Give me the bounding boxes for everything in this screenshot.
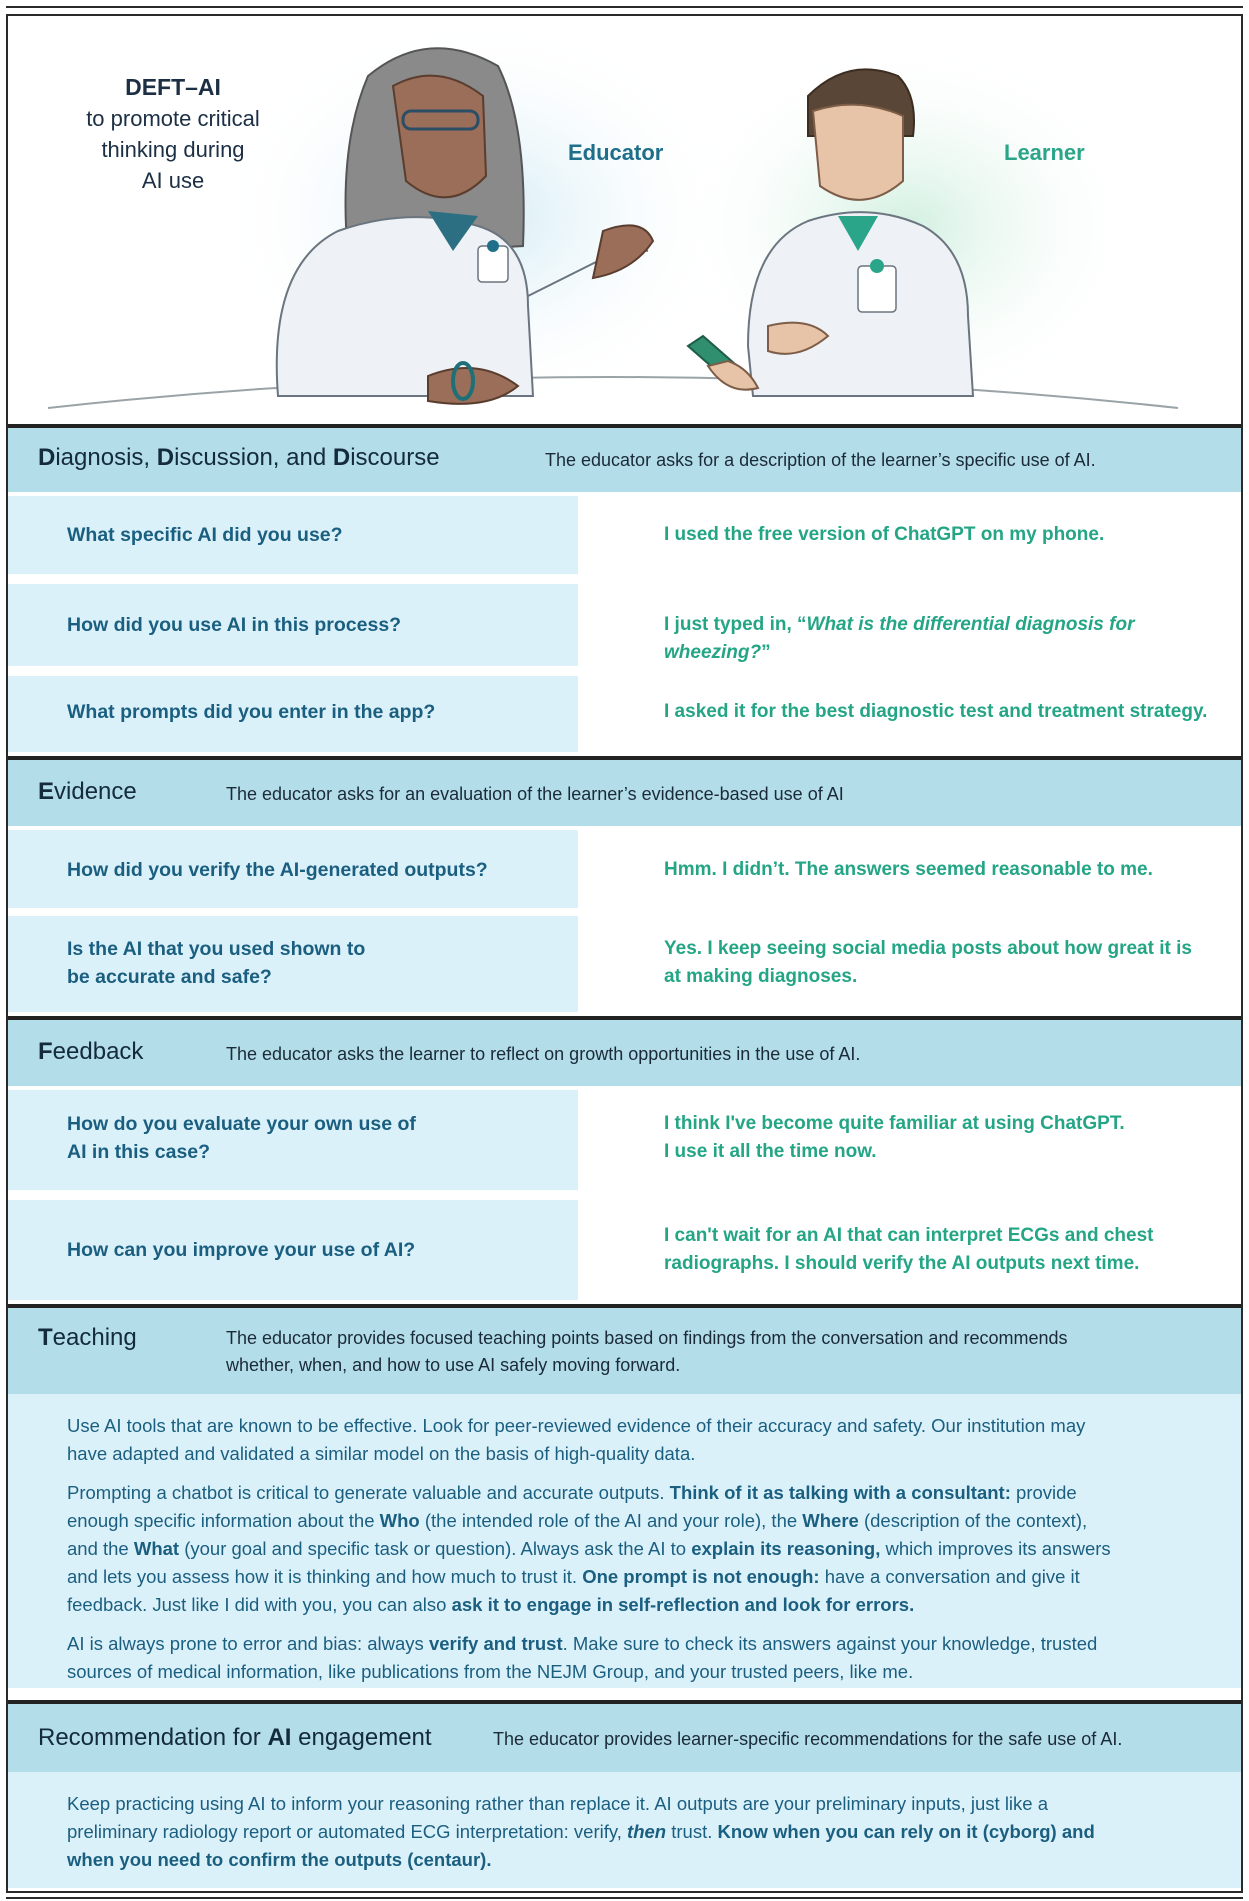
subtitle-line-2: thinking during [101, 137, 245, 162]
question-text-line-2: be accurate and safe? [67, 966, 272, 988]
teaching-p1-line-2: have adapted and validated a similar model on the basis of high-quality data. [67, 1443, 696, 1464]
teaching-p2-line-3: and the What (your goal and specific task or question). Always ask the AI to explain its reasoning, which improves its answers [67, 1538, 1111, 1559]
answer-cell [541, 1090, 1241, 1190]
answer-cell [541, 916, 1241, 1012]
section-title-recommendation: Recommendation for AI engagement [38, 1724, 432, 1751]
question-cell [8, 1090, 578, 1190]
teaching-body [8, 1394, 1241, 1688]
question-cell [8, 584, 578, 666]
teaching-p2-line-5: feedback. Just like I did with you, you can also ask it to engage in self-reflection and look for errors. [67, 1594, 915, 1615]
answer-cell [541, 676, 1241, 752]
answer-cell [541, 830, 1241, 908]
question-text: What specific AI did you use? [67, 524, 343, 546]
section-title-feedback: Feedback [38, 1038, 144, 1065]
qa-row [8, 916, 1241, 1012]
section-desc-feedback: The educator asks the learner to reflect on growth opportunities in the use of AI. [226, 1044, 861, 1064]
section-desc-teaching-line-2: whether, when, and how to use AI safely moving forward. [226, 1355, 681, 1375]
hero-illustration [8, 16, 1241, 426]
qa-row [8, 1200, 1241, 1300]
question-cell [8, 676, 578, 752]
section-desc-diagnosis: The educator asks for a description of the learner’s specific use of AI. [545, 450, 1096, 470]
question-cell [8, 916, 578, 1012]
question-text-line-1: Is the AI that you used shown to [67, 938, 366, 960]
question-text-line-2: AI in this case? [67, 1141, 211, 1163]
recommendation-line-2: preliminary radiology report or automated ECG interpretation: verify, then trust. Know when you can rely on it (cyborg) and [67, 1821, 1095, 1842]
section-header-diagnosis [8, 428, 1241, 492]
question-text-line-1: How do you evaluate your own use of [67, 1113, 416, 1135]
answer-cell [541, 1200, 1241, 1300]
teaching-p2-line-2: enough specific information about the Who (the intended role of the AI and your role), the Where (description of the context), [67, 1510, 1088, 1531]
section-header-evidence [8, 760, 1241, 826]
qa-row [8, 1090, 1241, 1190]
question-cell [8, 1200, 578, 1300]
answer-text-line-1: I think I've become quite familiar at using ChatGPT. [664, 1113, 1125, 1134]
top-rule [6, 6, 1243, 8]
teaching-p1-line-1: Use AI tools that are known to be effective. Look for peer-reviewed evidence of their accuracy and safety. Our institution may [67, 1415, 1086, 1436]
teaching-p2-line-1: Prompting a chatbot is critical to generate valuable and accurate outputs. Think of it as talking with a consultant: provide [67, 1482, 1077, 1503]
qa-row [8, 676, 1241, 752]
section-desc-evidence: The educator asks for an evaluation of the learner’s evidence-based use of AI [226, 784, 844, 804]
recommendation-line-3: when you need to confirm the outputs (centaur). [67, 1849, 492, 1870]
question-text: How did you verify the AI-generated outputs? [67, 859, 488, 881]
answer-cell [541, 584, 1241, 666]
answer-cell [541, 496, 1241, 574]
answer-text: I used the free version of ChatGPT on my phone. [664, 524, 1105, 545]
section-header-recommendation [8, 1704, 1241, 1772]
qa-row [8, 496, 1241, 574]
question-text: What prompts did you enter in the app? [67, 701, 436, 723]
recommendation-body [8, 1772, 1241, 1888]
section-title-diagnosis: Diagnosis, Discussion, and Discourse [38, 444, 440, 471]
answer-text: I asked it for the best diagnostic test and treatment strategy. [664, 701, 1208, 722]
section-title-teaching: Teaching [38, 1324, 137, 1351]
question-cell [8, 496, 578, 574]
answer-text-line-1: I can't wait for an AI that can interpret ECGs and chest [664, 1225, 1154, 1246]
teaching-p2-line-4: and lets you assess how it is thinking and how much to trust it. One prompt is not enough: have a conversation and give it [67, 1566, 1080, 1587]
question-cell [8, 830, 578, 908]
qa-row [8, 584, 1241, 666]
teaching-p3-line-1: AI is always prone to error and bias: always verify and trust. Make sure to check its answers against your knowledge, trusted [67, 1633, 1098, 1654]
question-text: How did you use AI in this process? [67, 614, 402, 636]
subtitle-line-3: AI use [141, 168, 205, 193]
question-text: How can you improve your use of AI? [67, 1239, 416, 1261]
section-header-teaching [8, 1308, 1241, 1394]
answer-text-line-2: radiographs. I should verify the AI outputs next time. [664, 1253, 1140, 1274]
teaching-p3-line-2: sources of medical information, like publications from the NEJM Group, and your trusted peers, like me. [67, 1661, 914, 1682]
section-desc-teaching-line-1: The educator provides focused teaching points based on findings from the conversation and recommends [226, 1328, 1068, 1348]
learner-label: Learner [1004, 140, 1085, 165]
section-header-feedback [8, 1020, 1241, 1086]
figure-title [48, 72, 298, 196]
section-title-evidence: Evidence [38, 778, 137, 805]
section-desc-recommendation: The educator provides learner-specific recommendations for the safe use of AI. [493, 1729, 1123, 1749]
recommendation-line-1: Keep practicing using AI to inform your reasoning rather than replace it. AI outputs are your preliminary inputs, just like a [67, 1793, 1049, 1814]
subtitle-line-1: to promote critical [86, 106, 260, 131]
title-acronym: DEFT–AI [125, 74, 221, 100]
answer-text: I just typed in, “What is the differential diagnosis for wheezing?” [664, 614, 1135, 663]
answer-text-line-2: at making diagnoses. [664, 966, 858, 987]
answer-text-line-1: Yes. I keep seeing social media posts about how great it is [664, 938, 1192, 959]
answer-text-line-2: I use it all the time now. [664, 1141, 877, 1162]
educator-label: Educator [568, 140, 664, 165]
qa-row [8, 830, 1241, 908]
answer-text: Hmm. I didn’t. The answers seemed reasonable to me. [664, 859, 1153, 880]
bottom-rule [6, 1897, 1243, 1899]
